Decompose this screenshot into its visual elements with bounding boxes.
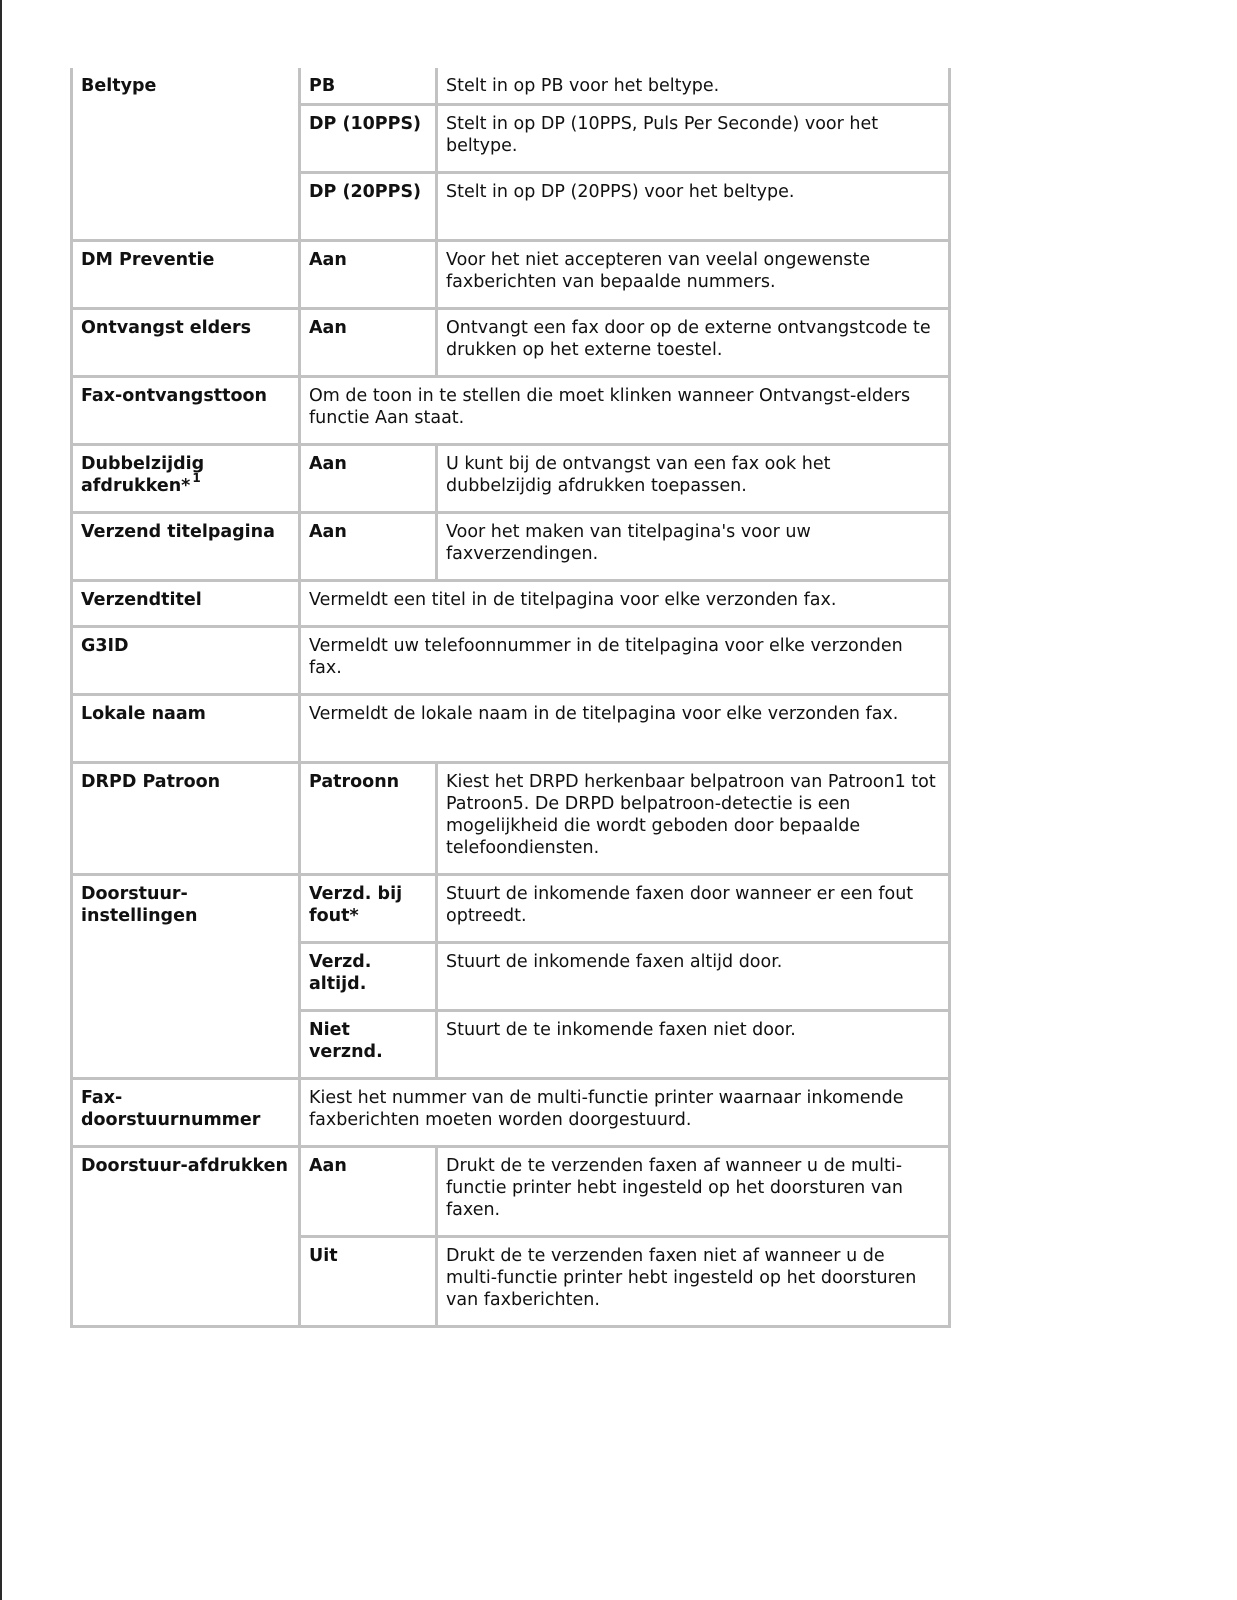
table-row — [70, 1148, 951, 1238]
setting-description: Vermeldt uw telefoonnummer in de titelpagina voor elke verzonden fax. — [298, 628, 951, 696]
footnote-marker: 1 — [192, 471, 201, 486]
setting-description: Kiest het nummer van de multi-functie printer waarnaar inkomende faxberichten moeten worden doorgestuurd. — [298, 1080, 951, 1148]
setting-option: Uit — [298, 1238, 435, 1328]
page-edge-line — [0, 0, 2, 1600]
setting-name: Fax-ontvangsttoon — [70, 378, 298, 446]
setting-description: Drukt de te verzenden faxen niet af wanneer u de multi-functie printer hebt ingesteld op het doorsturen van faxberichten. — [435, 1238, 951, 1328]
setting-description: Stelt in op PB voor het beltype. — [435, 68, 951, 106]
setting-name: Ontvangst elders — [70, 310, 298, 378]
fax-settings-table — [70, 68, 951, 1328]
setting-description: Ontvangt een fax door op de externe ontvangstcode te drukken op het externe toestel. — [435, 310, 951, 378]
setting-description: Kiest het DRPD herkenbaar belpatroon van Patroon1 tot Patroon5. De DRPD belpatroon-detectie is een mogelijkheid die wordt geboden door bepaalde telefoondiensten. — [435, 764, 951, 876]
setting-description: Om de toon in te stellen die moet klinken wanneer Ontvangst-elders functie Aan staat. — [298, 378, 951, 446]
setting-description: Stuurt de te inkomende faxen niet door. — [435, 1012, 951, 1080]
table-row — [70, 628, 951, 696]
setting-name: DM Preventie — [70, 242, 298, 310]
setting-description: Vermeldt de lokale naam in de titelpagina voor elke verzonden fax. — [298, 696, 951, 764]
setting-option: Verzd. altijd. — [298, 944, 435, 1012]
setting-option: Aan — [298, 514, 435, 582]
setting-name — [70, 446, 298, 514]
setting-option: Aan — [298, 1148, 435, 1238]
setting-option: Aan — [298, 310, 435, 378]
setting-name: Lokale naam — [70, 696, 298, 764]
setting-name: Verzendtitel — [70, 582, 298, 628]
setting-description: Stuurt de inkomende faxen altijd door. — [435, 944, 951, 1012]
table-row — [70, 68, 951, 106]
table-row — [70, 582, 951, 628]
table-row — [70, 242, 951, 310]
table-row — [70, 446, 951, 514]
table-row — [70, 1080, 951, 1148]
setting-description: Vermeldt een titel in de titelpagina voor elke verzonden fax. — [298, 582, 951, 628]
table-row — [70, 764, 951, 876]
setting-name: Fax-doorstuurnummer — [70, 1080, 298, 1148]
setting-option: PB — [298, 68, 435, 106]
setting-description: Stuurt de inkomende faxen door wanneer er een fout optreedt. — [435, 876, 951, 944]
setting-name: Doorstuur-afdrukken — [70, 1148, 298, 1328]
table-row — [70, 696, 951, 764]
setting-description: U kunt bij de ontvangst van een fax ook het dubbelzijdig afdrukken toepassen. — [435, 446, 951, 514]
setting-name: G3ID — [70, 628, 298, 696]
table-row — [70, 876, 951, 944]
setting-name: DRPD Patroon — [70, 764, 298, 876]
setting-name-text: Dubbelzijdig afdrukken* — [81, 454, 205, 496]
setting-option: DP (20PPS) — [298, 174, 435, 242]
setting-option: DP (10PPS) — [298, 106, 435, 174]
table-row — [70, 514, 951, 582]
setting-description: Drukt de te verzenden faxen af wanneer u de multi-functie printer hebt ingesteld op het doorsturen van faxen. — [435, 1148, 951, 1238]
settings-table-body — [70, 68, 951, 1328]
setting-description: Stelt in op DP (10PPS, Puls Per Seconde) voor het beltype. — [435, 106, 951, 174]
setting-option: Aan — [298, 242, 435, 310]
setting-option: Niet verznd. — [298, 1012, 435, 1080]
setting-description: Voor het niet accepteren van veelal ongewenste faxberichten van bepaalde nummers. — [435, 242, 951, 310]
table-row — [70, 310, 951, 378]
setting-description: Voor het maken van titelpagina's voor uw faxverzendingen. — [435, 514, 951, 582]
setting-name: Doorstuur-instellingen — [70, 876, 298, 1080]
setting-name: Beltype — [70, 68, 298, 242]
setting-description: Stelt in op DP (20PPS) voor het beltype. — [435, 174, 951, 242]
table-row — [70, 378, 951, 446]
setting-option: Aan — [298, 446, 435, 514]
setting-option: Patroonn — [298, 764, 435, 876]
setting-option: Verzd. bij fout* — [298, 876, 435, 944]
setting-name: Verzend titelpagina — [70, 514, 298, 582]
